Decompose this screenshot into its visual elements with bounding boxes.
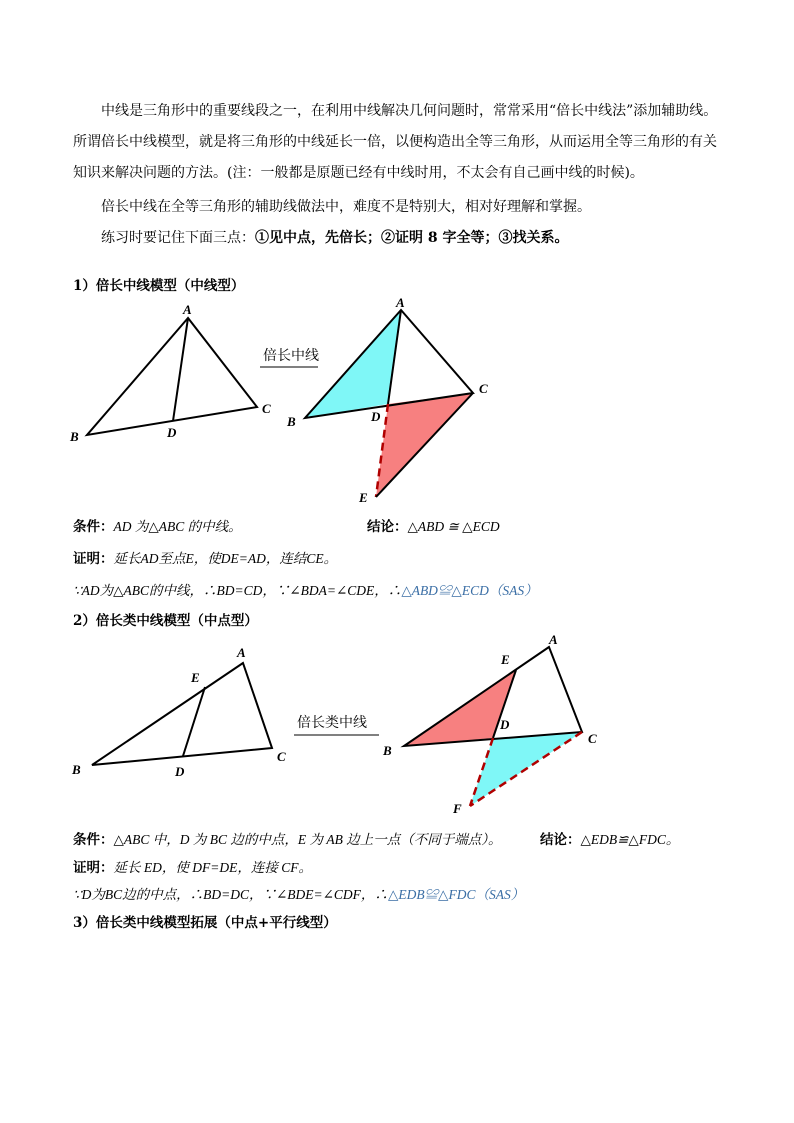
section1-conclusion-text: △ABD ≅ △ECD [407, 519, 500, 534]
section2-proof-text: 延长 ED，使 DF=DE，连接 CF。 [113, 860, 312, 875]
point-c-label-4: C [588, 731, 597, 746]
point-a-label-3: A [237, 645, 246, 660]
triangle-abc-1 [87, 318, 257, 435]
point-d-label-1: D [167, 425, 177, 440]
section1-condition-label: 条件： [73, 519, 114, 535]
section1-proof-text: 延长AD至点E，使DE=AD，连结CE。 [113, 551, 338, 566]
point-d-label-2: D [371, 409, 381, 424]
point-d-label-3: D [175, 764, 185, 779]
triangle-abc-3 [92, 663, 272, 765]
figure1-right-diagram [305, 310, 473, 497]
figure2-right-diagram [404, 647, 582, 806]
intro-paragraph-1: 中线是三角形中的重要线段之一，在利用中线解决几何问题时，常常采用“倍长中线法”添加辅助线。所谓倍长中线模型，就是将三角形的中线延长一倍，以便构造出全等三角形，从而运用全等三角形的有关知识来解决问题的方法。(注：一般都是原题已经有中线时用，不太会有自己画中线的时候)。 [73, 103, 718, 181]
section1-heading: 1）倍长中线模型（中线型） [73, 278, 245, 294]
section2-reason-text: ∵D为BC边的中点，∴BD=DC，∵∠BDE=∠CDF，∴ [73, 887, 388, 902]
section2-conclusion-text: △EDB≌△FDC。 [580, 832, 680, 847]
figure1-label: 倍长中线 [263, 348, 319, 364]
section2-conclusion-label: 结论： [540, 832, 581, 848]
point-a-label-2: A [396, 295, 405, 310]
point-c-label-3: C [277, 749, 286, 764]
section3-heading: 3）倍长类中线模型拓展（中点+平行线型） [73, 915, 337, 931]
intro-paragraph-2: 倍长中线在全等三角形的辅助线做法中，难度不是特别大，相对好理解和掌握。 [101, 199, 591, 215]
section2-conclusion [540, 828, 679, 848]
segment-ed-1 [183, 687, 205, 756]
point-b-label-4: B [383, 743, 392, 758]
section1-proof-label: 证明： [73, 551, 114, 567]
section1-reason [73, 579, 538, 599]
section2-condition-text: △ABC 中，D 为 BC 边的中点，E 为 AB 边上一点（不同于端点）。 [113, 832, 502, 847]
point-b-label-2: B [287, 414, 296, 429]
section2-proof-label: 证明： [73, 860, 114, 876]
section2-condition-label: 条件： [73, 832, 114, 848]
section2-proof [73, 856, 312, 876]
section2-condition [73, 828, 502, 848]
point-b-label-1: B [70, 429, 79, 444]
intro-p3-points: ①见中点，先倍长；②证明 8 字全等；③找关系。 [255, 230, 569, 246]
section1-conclusion [367, 515, 500, 535]
intro-p3-prefix: 练习时要记住下面三点： [101, 230, 255, 246]
point-c-label-2: C [479, 381, 488, 396]
point-e-label-4: E [501, 652, 510, 667]
point-b-label-3: B [72, 762, 81, 777]
figure2-left-triangle [92, 663, 272, 765]
section2-heading: 2）倍长类中线模型（中点型） [73, 613, 258, 629]
point-c-label-1: C [262, 401, 271, 416]
point-a-label-1: A [183, 302, 192, 317]
point-f-label-4: F [453, 801, 462, 816]
point-e-label-3: E [191, 670, 200, 685]
point-e-label-2: E [359, 490, 368, 505]
point-d-label-4: D [500, 717, 510, 732]
section1-proof [73, 547, 337, 567]
section1-reason-text: ∵AD为△ABC的中线，∴BD=CD，∵∠BDA=∠CDE，∴ [73, 583, 402, 598]
section1-condition-text: AD 为△ABC 的中线。 [113, 519, 242, 534]
section1-result: △ABD≌△ECD（SAS） [401, 583, 538, 598]
point-a-label-4: A [549, 632, 558, 647]
section1-condition [73, 515, 242, 535]
figure2-label: 倍长类中线 [297, 715, 367, 731]
section2-reason [73, 883, 524, 903]
figure1-left-triangle [87, 318, 257, 435]
section1-conclusion-label: 结论： [367, 519, 408, 535]
section2-result: △EDB≌△FDC（SAS） [387, 887, 525, 902]
